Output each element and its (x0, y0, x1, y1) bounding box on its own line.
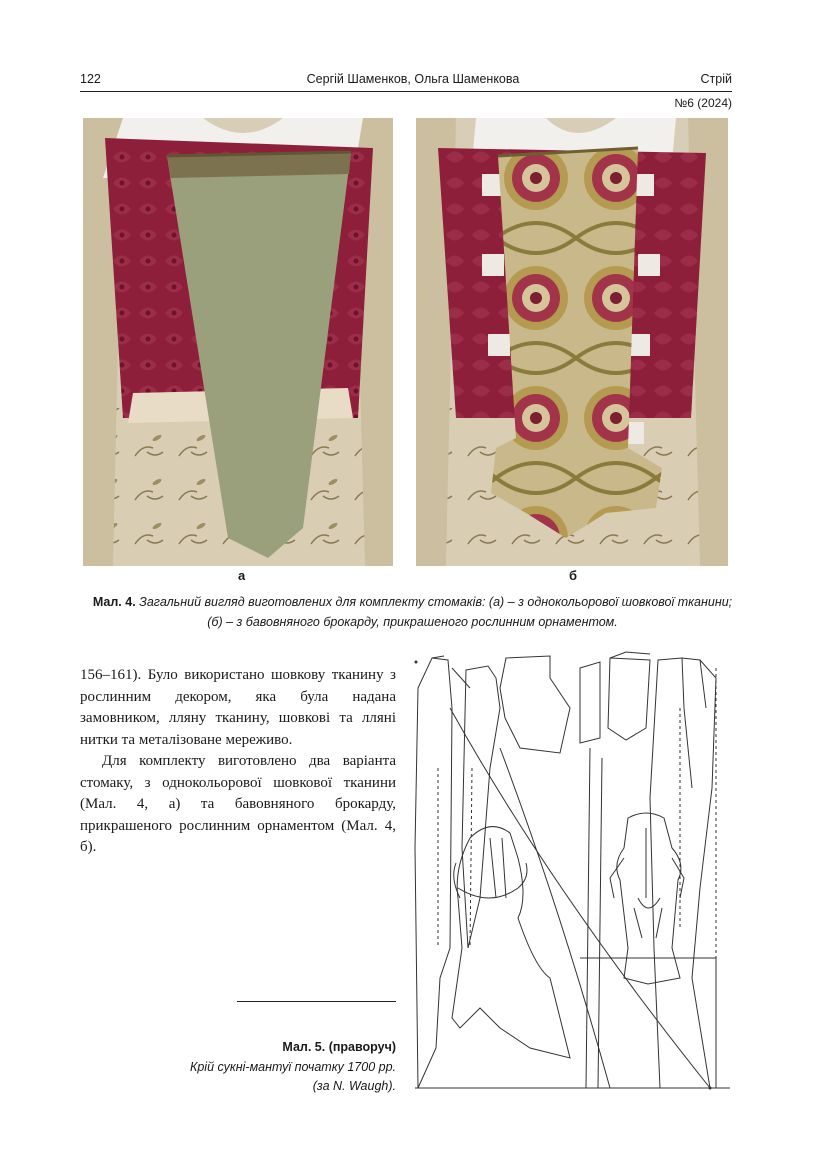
figure4-label-a: а (238, 568, 246, 583)
running-head-journal: Стрій (700, 72, 732, 86)
paragraph-2: Для комплекту виготовлено два варіанта стомаку, з однокольорової шовкової тканини (Мал. 4, а) та бавовняного брокарду, прикрашеного рослинним орнаментом (Мал. 4, б). (80, 753, 396, 855)
header-rule (80, 91, 732, 92)
figure4-caption-line2: (б) – з бавовняного брокарду, прикрашеного рослинним орнаментом. (207, 615, 618, 629)
paragraph-1: 156–161). Було використано шовкову тканину з рослинним декором, яка була надана замовником, лляну тканину, шовкові та лляні нитки та металізоване мереживо. (80, 667, 396, 748)
figure5-caption-label: Мал. 5. (праворуч) (282, 1040, 396, 1054)
photo-stomacher-silk (83, 118, 393, 566)
figure4-caption-line1: Загальний вигляд виготовлених для комплекту стомаків: (а) – з однокольорової шовкової тканини; (139, 595, 733, 609)
figure4-label-b: б (569, 568, 578, 583)
issue-number: №6 (2024) (674, 96, 732, 110)
figure5-caption (190, 1038, 396, 1097)
page-number: 122 (80, 72, 101, 86)
running-head-authors: Сергій Шаменков, Ольга Шаменкова (306, 72, 520, 86)
figure4-caption (80, 592, 745, 632)
photo-stomacher-brocade (416, 118, 728, 566)
figure4-caption-label: Мал. 4. (92, 595, 136, 609)
figure5-caption-line2: (за N. Waugh). (312, 1079, 396, 1093)
figure5-pattern-drawing (410, 648, 736, 1095)
figure5-caption-line1: Крій сукні-мантуї початку 1700 рр. (189, 1059, 396, 1074)
body-text (80, 665, 396, 859)
caption-rule (237, 1001, 396, 1002)
